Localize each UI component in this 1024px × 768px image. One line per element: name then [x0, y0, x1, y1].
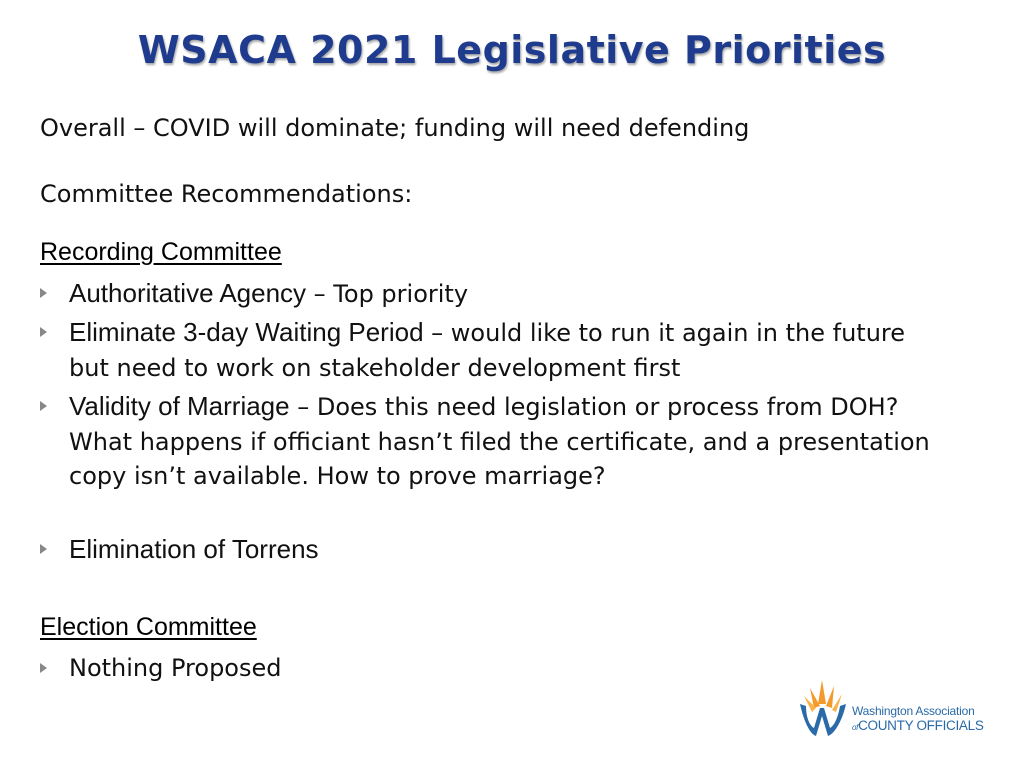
- item-text: Nothing Proposed: [69, 654, 282, 682]
- item-text: – Does this need legislation or process from DOH? What happens if officiant hasn’t filed the certificate, and a presentation copy isn’t available. How to prove marriage?: [69, 393, 930, 490]
- item-title: Elimination of Torrens: [69, 534, 319, 564]
- logo-line-2: COUNTY OFFICIALS: [858, 718, 984, 733]
- bullet-arrow-icon: [40, 315, 54, 349]
- item-text: – would like to run it again in the future but need to work on stakeholder development first: [69, 319, 906, 382]
- bullet-arrow-icon: [40, 651, 54, 685]
- item-title: Authoritative Agency: [69, 278, 307, 308]
- list-item: [40, 315, 940, 385]
- logo-mark-icon: [796, 676, 852, 740]
- overall-line: Overall – COVID will dominate; funding will need defending: [40, 114, 750, 142]
- bullet-arrow-icon: [40, 532, 54, 566]
- item-title: Eliminate 3-day Waiting Period: [69, 317, 424, 347]
- list-item: [40, 532, 940, 568]
- item-title: Validity of Marriage: [69, 391, 290, 421]
- logo-line-1: Washington Association: [852, 704, 975, 718]
- bullet-arrow-icon: [40, 276, 54, 310]
- election-committee-heading: Election Committee: [40, 613, 257, 641]
- slide-title: WSACA 2021 Legislative Priorities: [137, 28, 887, 72]
- wsaco-logo: [796, 676, 996, 740]
- recording-committee-heading: Recording Committee: [40, 238, 282, 266]
- logo-of: of: [852, 723, 859, 732]
- item-text: – Top priority: [306, 280, 469, 308]
- list-item: [40, 389, 940, 494]
- list-item: [40, 276, 940, 312]
- committee-recommendations-label: Committee Recommendations:: [40, 180, 413, 208]
- bullet-arrow-icon: [40, 389, 54, 423]
